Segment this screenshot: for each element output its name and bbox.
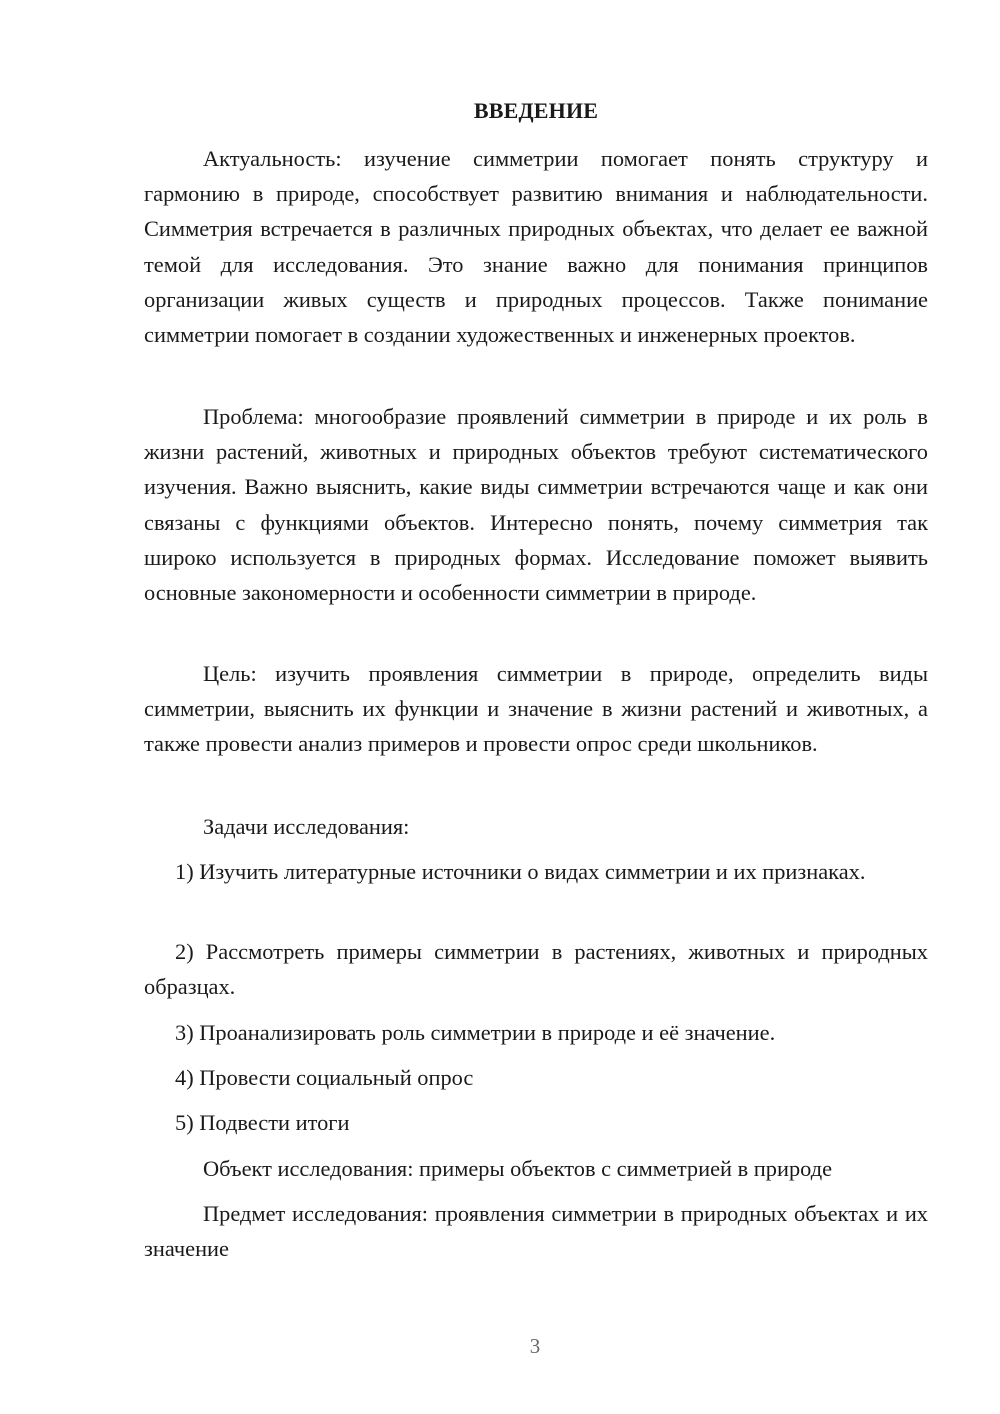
research-subject-paragraph: Предмет исследования: проявления симметрии в природных объектах и их значение bbox=[144, 1201, 928, 1262]
relevance-paragraph: Актуальность: изучение симметрии помогает понять структуру и гармонию в природе, способствует развитию внимания и наблюдательности. Симметрия встречается в различных природных объектах, что делает ее важной темой для исследования. Это знание важно для понимания принципов организации живых существ и природных процессов. Также понимание симметрии помогает в создании художественных и инженерных проектов. bbox=[144, 146, 928, 348]
task-item-3: 3) Проанализировать роль симметрии в природе и её значение. bbox=[175, 1020, 776, 1045]
section-heading: ВВЕДЕНИЕ bbox=[473, 98, 599, 123]
page-number: 3 bbox=[529, 1334, 541, 1358]
task-item-4: 4) Провести социальный опрос bbox=[175, 1065, 474, 1090]
task-item-5: 5) Подвести итоги bbox=[175, 1110, 350, 1135]
goal-paragraph: Цель: изучить проявления симметрии в природе, определить виды симметрии, выяснить их функции и значение в жизни растений и животных, а также провести анализ примеров и провести опрос среди школьников. bbox=[144, 661, 928, 757]
problem-paragraph: Проблема: многообразие проявлений симметрии в природе и их роль в жизни растений, животных и природных объектов требуют систематического изучения. Важно выяснить, какие виды симметрии встречаются чаще и как они связаны с функциями объектов. Интересно понять, почему симметрия так широко используется в природных формах. Исследование поможет выявить основные закономерности и особенности симметрии в природе. bbox=[144, 404, 928, 606]
research-object-paragraph: Объект исследования: примеры объектов с симметрией в природе bbox=[203, 1156, 833, 1181]
task-item-2: 2) Рассмотреть примеры симметрии в растениях, животных и природных образцах. bbox=[144, 939, 928, 1000]
task-item-1: 1) Изучить литературные источники о видах симметрии и их признаках. bbox=[175, 859, 866, 884]
tasks-heading: Задачи исследования: bbox=[203, 814, 410, 839]
